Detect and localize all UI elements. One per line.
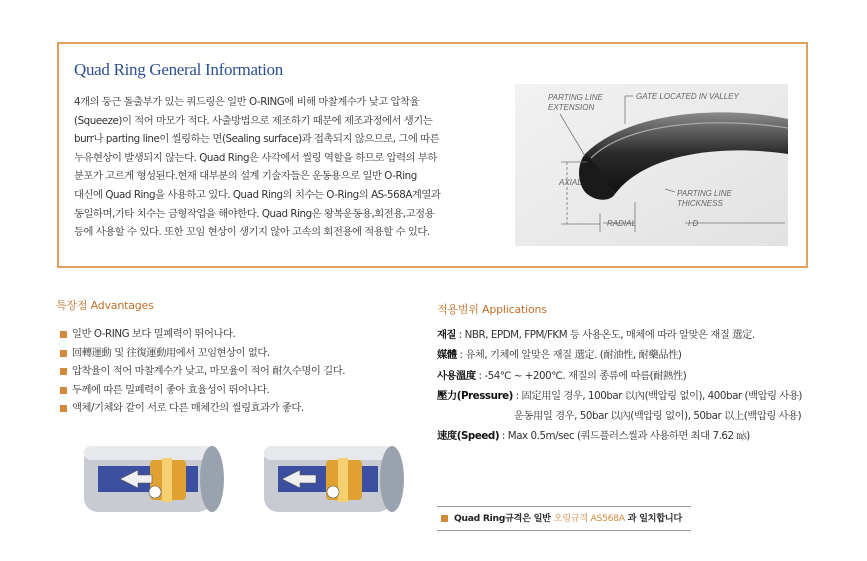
application-key: 사용溫度 xyxy=(437,369,476,382)
label-thickness: PARTING LINE xyxy=(677,189,732,198)
list-item xyxy=(437,366,802,386)
bullet-icon xyxy=(60,405,67,412)
bullet-icon xyxy=(60,331,67,338)
application-key: 媒體 xyxy=(437,349,457,362)
note-text-after: 과 일치합니다 xyxy=(624,513,682,524)
application-key: 壓力(Pressure) xyxy=(437,389,513,402)
quad-ring-diagram xyxy=(515,84,788,246)
info-line: 동일하며,기타 치수는 금형작업을 해야한다. Quad Ring은 왕복운동용,회전용,고정용 xyxy=(74,207,435,220)
application-key: 速度(Speed) xyxy=(437,430,500,443)
note-highlight: 오링규격 AS568A xyxy=(553,513,625,524)
applications-list xyxy=(437,325,802,447)
info-line: 분포가 고르게 형성된다.현재 대부분의 설계 기술자들은 운동용으로 일반 O-Ring xyxy=(74,170,417,183)
pipe-end xyxy=(200,446,224,512)
info-line: 4개의 둥근 돌출부가 있는 쿼드링은 일반 O-RING에 비해 마찰계수가 낮고 압착율 xyxy=(74,96,420,108)
label-axial: AXIAL xyxy=(559,178,582,187)
pipe-highlight xyxy=(264,446,392,460)
note-text-before: Quad Ring규격은 일반 xyxy=(454,513,554,524)
advantage-text: 압착율이 적어 마찰계수가 낮고, 마모율이 적어 耐久수명이 길다. xyxy=(72,365,346,378)
list-item xyxy=(437,345,802,365)
advantage-text: 回轉運動 및 往復運動用에서 꼬임현상이 없다. xyxy=(72,346,270,359)
advantage-text: 두께에 따른 밀폐력이 좋아 효율성이 뛰어나다. xyxy=(72,383,270,396)
advantage-text: 액체/기체와 같이 서로 다른 매체간의 씰링효과가 좋다. xyxy=(72,402,304,415)
label-gate: GATE LOCATED IN VALLEY xyxy=(636,92,739,101)
info-line: (Squeeze)이 적어 마모가 적다. 사출방법으로 제조하기 때문에 제조과정에서 생기는 xyxy=(74,114,433,127)
seal-icon xyxy=(149,486,161,498)
advantages-title: 특장점 Advantages xyxy=(56,299,154,312)
pipe-highlight xyxy=(84,446,212,460)
list-item xyxy=(437,406,802,426)
list-item xyxy=(60,399,345,418)
label-radial: RADIAL xyxy=(607,219,636,228)
application-text: : 固定用일 경우, 100bar 以內(백압링 없이), 400bar (백압링 사용) xyxy=(512,389,802,402)
info-line: 누유현상이 발생되지 않는다. Quad Ring은 사각에서 씰링 역할을 하므로 압력의 부하 xyxy=(74,151,437,164)
info-title: Quad Ring General Information xyxy=(74,60,283,79)
application-text: : -54℃ ~ +200℃. 재질의 종류에 따름(耐熱性) xyxy=(475,369,687,382)
info-paragraph xyxy=(74,93,496,242)
application-text: : 유체, 기체에 알맞은 재질 選定. (耐油性, 耐藥品性) xyxy=(456,349,682,362)
list-item xyxy=(437,386,802,406)
application-text: 운동用일 경우, 50bar 以內(백압링 없이), 50bar 以上(백압링 사용) xyxy=(514,410,802,423)
bullet-icon xyxy=(441,515,448,522)
info-line: burr나 parting line이 씰링하는 면(Sealing surface)과 접촉되지 않으므로, 그에 따른 xyxy=(74,133,440,146)
pipe-illustration-right xyxy=(260,440,406,520)
piston-ring xyxy=(162,458,172,502)
bullet-icon xyxy=(60,350,67,357)
seal-icon xyxy=(327,486,339,498)
list-item xyxy=(437,325,802,345)
list-item xyxy=(60,344,345,363)
list-item xyxy=(60,325,345,344)
list-item xyxy=(60,381,345,400)
piston-ring xyxy=(338,458,348,502)
label-thickness-2: THICKNESS xyxy=(677,199,723,208)
bullet-icon xyxy=(60,368,67,375)
label-parting-line-extension: PARTING LINE xyxy=(548,93,603,102)
info-line: 대신에 Quad Ring을 사용하고 있다. Quad Ring의 치수는 O-Ring의 AS-568A계열과 xyxy=(74,188,441,201)
label-id: I D xyxy=(688,219,699,228)
list-item xyxy=(437,426,802,446)
spec-note xyxy=(437,506,691,531)
application-text: : NBR, EPDM, FPM/FKM 등 사용온도, 매체에 따라 알맞은 재질 選定. xyxy=(456,329,755,341)
pipe-end xyxy=(380,446,404,512)
list-item xyxy=(60,362,345,381)
application-text: : Max 0.5m/sec (쿼드플러스씰과 사용하면 최대 7.62 ㎧) xyxy=(499,430,750,443)
label-parting-line-extension-2: EXTENSION xyxy=(548,103,595,112)
pipe-illustration-left xyxy=(80,440,226,520)
applications-title: 적용범위 Applications xyxy=(437,303,547,316)
bullet-icon xyxy=(60,387,67,394)
advantage-text: 일반 O-RING 보다 밀폐력이 뛰어나다. xyxy=(72,328,236,340)
application-key: 재질 xyxy=(437,329,456,341)
advantages-list xyxy=(60,325,345,418)
info-line: 등에 사용할 수 있다. 또한 꼬임 현상이 생기지 않아 고속의 회전용에 적용할 수 있다. xyxy=(74,226,430,239)
